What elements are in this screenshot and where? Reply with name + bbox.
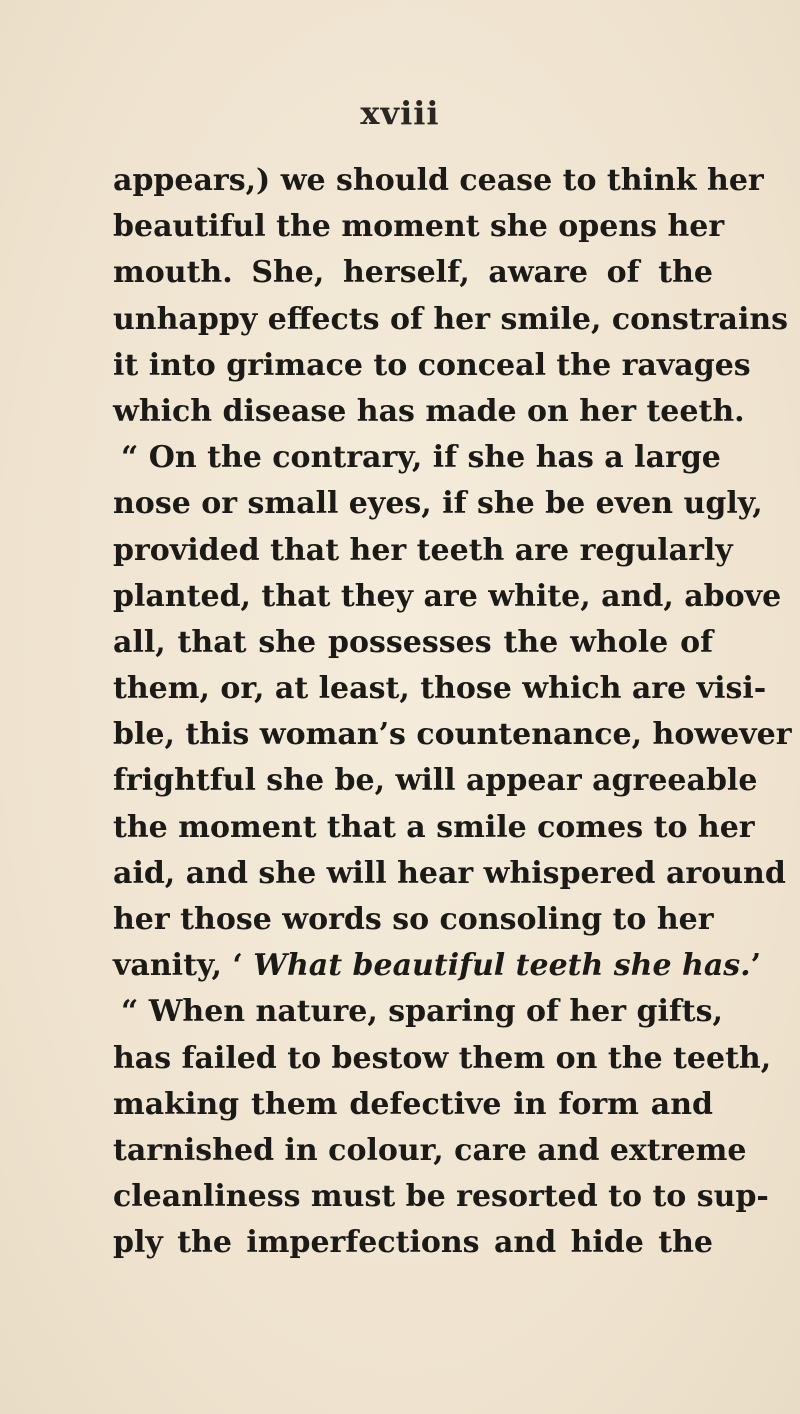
- quote-line: [113, 943, 762, 989]
- text-line: beautiful the moment she opens her: [113, 209, 725, 245]
- text-line: making them defective in form and: [113, 1086, 713, 1122]
- body-text: [113, 158, 792, 1267]
- paragraph-start-line: “ On the contrary, if she has a large: [121, 440, 721, 476]
- text-line: which disease has made on her teeth.: [113, 393, 745, 429]
- text-line: unhappy effects of her smile, constrains: [113, 301, 789, 337]
- text-line: nose or small eyes, if she be even ugly,: [113, 486, 763, 522]
- text-line: tarnished in colour, care and extreme: [113, 1132, 747, 1168]
- text-line: ply the imperfections and hide the: [113, 1225, 713, 1261]
- text-line: frightful she be, will appear agreeable: [113, 763, 758, 799]
- text-line: mouth. She, herself, aware of the: [113, 255, 713, 291]
- text-line: her those words so consoling to her: [113, 902, 714, 937]
- text-line: it into grimace to conceal the ravages: [113, 347, 751, 383]
- quote-suffix: ’: [750, 948, 762, 984]
- text-line: them, or, at least, those which are visi-: [113, 671, 767, 707]
- text-line: the moment that a smile comes to her: [113, 809, 755, 845]
- text-line: ble, this woman’s countenance, however: [113, 717, 792, 753]
- paragraph-start-line: “ When nature, sparing of her gifts,: [121, 994, 723, 1030]
- text-line: planted, that they are white, and, above: [113, 578, 782, 614]
- page-number: xviii: [360, 94, 440, 132]
- text-line: all, that she possesses the whole of: [113, 624, 713, 660]
- text-line: cleanliness must be resorted to to sup-: [113, 1179, 769, 1215]
- text-line: has failed to bestow them on the teeth,: [113, 1040, 772, 1076]
- text-line: appears,) we should cease to think her: [113, 163, 764, 198]
- quoted-phrase: What beautiful teeth she has.: [253, 948, 751, 984]
- text-line: provided that her teeth are regularly: [113, 532, 733, 568]
- quote-prefix: vanity, ‘: [113, 948, 254, 984]
- text-line: aid, and she will hear whispered around: [113, 855, 786, 891]
